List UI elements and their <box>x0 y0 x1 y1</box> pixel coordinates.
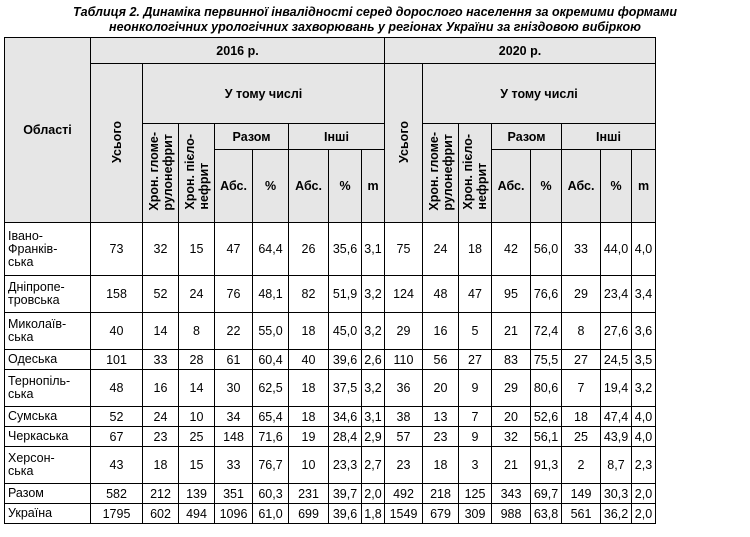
value-cell: 231 <box>289 484 329 504</box>
value-cell: 56 <box>423 350 459 370</box>
value-cell: 23,4 <box>601 276 632 313</box>
value-cell: 2,6 <box>362 350 385 370</box>
region-cell: Миколаїв- ська <box>5 313 91 350</box>
value-cell: 18 <box>289 313 329 350</box>
value-cell: 55,0 <box>253 313 289 350</box>
value-cell: 2 <box>562 447 601 484</box>
value-cell: 37,5 <box>329 370 362 407</box>
disability-table <box>4 37 656 524</box>
col-header-usoho-2016 <box>91 64 143 223</box>
value-cell: 19 <box>289 427 329 447</box>
value-cell: 32 <box>143 223 179 276</box>
value-cell: 582 <box>91 484 143 504</box>
value-cell: 124 <box>385 276 423 313</box>
value-cell: 76,6 <box>531 276 562 313</box>
value-cell: 57 <box>385 427 423 447</box>
value-cell: 3 <box>459 447 492 484</box>
value-cell: 15 <box>179 223 215 276</box>
value-cell: 76,7 <box>253 447 289 484</box>
value-cell: 149 <box>562 484 601 504</box>
value-cell: 45,0 <box>329 313 362 350</box>
value-cell: 5 <box>459 313 492 350</box>
value-cell: 30,3 <box>601 484 632 504</box>
value-cell: 75,5 <box>531 350 562 370</box>
value-cell: 48 <box>423 276 459 313</box>
value-cell: 2,7 <box>362 447 385 484</box>
value-cell: 218 <box>423 484 459 504</box>
value-cell: 3,2 <box>362 370 385 407</box>
col-header-2016: 2016 р. <box>91 38 385 64</box>
table-row <box>5 504 656 524</box>
col-header-glom-2020 <box>423 124 459 223</box>
value-cell: 25 <box>562 427 601 447</box>
value-cell: 65,4 <box>253 407 289 427</box>
value-cell: 72,4 <box>531 313 562 350</box>
glom-label: Хрон. гломе- рулонефрит <box>426 132 455 211</box>
value-cell: 20 <box>423 370 459 407</box>
value-cell: 18 <box>423 447 459 484</box>
col-header-abs: Абс. <box>492 150 531 223</box>
value-cell: 101 <box>91 350 143 370</box>
glom-label: Хрон. гломе- рулонефрит <box>146 132 175 211</box>
region-cell: Одеська <box>5 350 91 370</box>
value-cell: 91,3 <box>531 447 562 484</box>
col-header-inshi-2020: Інші <box>562 124 656 150</box>
value-cell: 29 <box>562 276 601 313</box>
value-cell: 110 <box>385 350 423 370</box>
value-cell: 18 <box>459 223 492 276</box>
region-cell: Україна <box>5 504 91 524</box>
value-cell: 494 <box>179 504 215 524</box>
value-cell: 69,7 <box>531 484 562 504</box>
value-cell: 33 <box>562 223 601 276</box>
col-header-abs: Абс. <box>215 150 253 223</box>
value-cell: 19,4 <box>601 370 632 407</box>
value-cell: 43 <box>91 447 143 484</box>
table-body <box>5 223 656 524</box>
value-cell: 18 <box>143 447 179 484</box>
value-cell: 40 <box>91 313 143 350</box>
value-cell: 561 <box>562 504 601 524</box>
value-cell: 33 <box>143 350 179 370</box>
value-cell: 699 <box>289 504 329 524</box>
value-cell: 1549 <box>385 504 423 524</box>
value-cell: 3,6 <box>632 313 656 350</box>
value-cell: 2,3 <box>632 447 656 484</box>
value-cell: 23 <box>423 427 459 447</box>
value-cell: 36,2 <box>601 504 632 524</box>
value-cell: 95 <box>492 276 531 313</box>
value-cell: 47 <box>459 276 492 313</box>
col-header-piel-2020 <box>459 124 492 223</box>
value-cell: 47,4 <box>601 407 632 427</box>
value-cell: 3,4 <box>632 276 656 313</box>
piel-label: Хрон. пієло- нефрит <box>461 133 489 210</box>
value-cell: 42 <box>492 223 531 276</box>
table-row <box>5 484 656 504</box>
col-header-m: m <box>362 150 385 223</box>
col-header-m: m <box>632 150 656 223</box>
value-cell: 29 <box>492 370 531 407</box>
table-row <box>5 223 656 276</box>
value-cell: 9 <box>459 427 492 447</box>
value-cell: 71,6 <box>253 427 289 447</box>
value-cell: 18 <box>289 370 329 407</box>
value-cell: 14 <box>143 313 179 350</box>
col-header-u-tomu-2020: У тому числі <box>423 64 656 124</box>
col-header-usoho-2020 <box>385 64 423 223</box>
col-header-piel-2016 <box>179 124 215 223</box>
value-cell: 20 <box>492 407 531 427</box>
value-cell: 39,6 <box>329 350 362 370</box>
value-cell: 309 <box>459 504 492 524</box>
value-cell: 22 <box>215 313 253 350</box>
value-cell: 23 <box>385 447 423 484</box>
col-header-razom-2016: Разом <box>215 124 289 150</box>
value-cell: 60,3 <box>253 484 289 504</box>
value-cell: 76 <box>215 276 253 313</box>
value-cell: 2,9 <box>362 427 385 447</box>
col-header-2020: 2020 р. <box>385 38 656 64</box>
value-cell: 75 <box>385 223 423 276</box>
value-cell: 10 <box>179 407 215 427</box>
table-row <box>5 350 656 370</box>
value-cell: 52 <box>91 407 143 427</box>
value-cell: 44,0 <box>601 223 632 276</box>
value-cell: 2,0 <box>632 484 656 504</box>
region-cell: Черкаська <box>5 427 91 447</box>
table-caption <box>0 5 750 35</box>
col-header-glom-2016 <box>143 124 179 223</box>
value-cell: 60,4 <box>253 350 289 370</box>
value-cell: 148 <box>215 427 253 447</box>
table-row <box>5 447 656 484</box>
value-cell: 23 <box>143 427 179 447</box>
region-cell: Тернопіль- ська <box>5 370 91 407</box>
value-cell: 47 <box>215 223 253 276</box>
value-cell: 26 <box>289 223 329 276</box>
col-header-pct: % <box>253 150 289 223</box>
usoho-label: Усього <box>109 120 124 163</box>
col-header-abs: Абс. <box>289 150 329 223</box>
value-cell: 4,0 <box>632 407 656 427</box>
value-cell: 28 <box>179 350 215 370</box>
value-cell: 39,6 <box>329 504 362 524</box>
value-cell: 23,3 <box>329 447 362 484</box>
value-cell: 7 <box>459 407 492 427</box>
value-cell: 351 <box>215 484 253 504</box>
value-cell: 15 <box>179 447 215 484</box>
value-cell: 43,9 <box>601 427 632 447</box>
value-cell: 602 <box>143 504 179 524</box>
value-cell: 24 <box>143 407 179 427</box>
value-cell: 29 <box>385 313 423 350</box>
caption-line-2: неонкологічних урологічних захворювань у регіонах України за гніздовою вибіркою <box>109 20 641 34</box>
value-cell: 73 <box>91 223 143 276</box>
value-cell: 343 <box>492 484 531 504</box>
value-cell: 679 <box>423 504 459 524</box>
value-cell: 18 <box>562 407 601 427</box>
value-cell: 3,2 <box>362 313 385 350</box>
value-cell: 67 <box>91 427 143 447</box>
value-cell: 61,0 <box>253 504 289 524</box>
value-cell: 33 <box>215 447 253 484</box>
value-cell: 7 <box>562 370 601 407</box>
piel-label: Хрон. пієло- нефрит <box>182 133 211 210</box>
value-cell: 24 <box>179 276 215 313</box>
value-cell: 3,5 <box>632 350 656 370</box>
value-cell: 16 <box>143 370 179 407</box>
value-cell: 52,6 <box>531 407 562 427</box>
value-cell: 30 <box>215 370 253 407</box>
value-cell: 28,4 <box>329 427 362 447</box>
col-header-u-tomu-2016: У тому числі <box>143 64 385 124</box>
value-cell: 34 <box>215 407 253 427</box>
value-cell: 51,9 <box>329 276 362 313</box>
value-cell: 139 <box>179 484 215 504</box>
value-cell: 8 <box>179 313 215 350</box>
value-cell: 3,2 <box>362 276 385 313</box>
value-cell: 48,1 <box>253 276 289 313</box>
value-cell: 16 <box>423 313 459 350</box>
table-row <box>5 427 656 447</box>
value-cell: 52 <box>143 276 179 313</box>
value-cell: 82 <box>289 276 329 313</box>
value-cell: 61 <box>215 350 253 370</box>
table-row <box>5 313 656 350</box>
value-cell: 27,6 <box>601 313 632 350</box>
value-cell: 36 <box>385 370 423 407</box>
value-cell: 3,1 <box>362 407 385 427</box>
col-header-razom-2020: Разом <box>492 124 562 150</box>
table-row <box>5 370 656 407</box>
col-header-pct: % <box>531 150 562 223</box>
value-cell: 8 <box>562 313 601 350</box>
value-cell: 24,5 <box>601 350 632 370</box>
usoho-label: Усього <box>396 120 411 163</box>
value-cell: 4,0 <box>632 427 656 447</box>
value-cell: 83 <box>492 350 531 370</box>
value-cell: 32 <box>492 427 531 447</box>
value-cell: 27 <box>459 350 492 370</box>
value-cell: 14 <box>179 370 215 407</box>
col-header-abs: Абс. <box>562 150 601 223</box>
value-cell: 9 <box>459 370 492 407</box>
value-cell: 62,5 <box>253 370 289 407</box>
table-row <box>5 407 656 427</box>
value-cell: 8,7 <box>601 447 632 484</box>
value-cell: 56,0 <box>531 223 562 276</box>
value-cell: 13 <box>423 407 459 427</box>
value-cell: 18 <box>289 407 329 427</box>
region-cell: Разом <box>5 484 91 504</box>
value-cell: 39,7 <box>329 484 362 504</box>
table-row <box>5 276 656 313</box>
value-cell: 125 <box>459 484 492 504</box>
value-cell: 38 <box>385 407 423 427</box>
value-cell: 25 <box>179 427 215 447</box>
value-cell: 27 <box>562 350 601 370</box>
value-cell: 3,2 <box>632 370 656 407</box>
value-cell: 492 <box>385 484 423 504</box>
value-cell: 10 <box>289 447 329 484</box>
value-cell: 2,0 <box>632 504 656 524</box>
caption-line-1: Таблиця 2. Динаміка первинної інвалідності серед дорослого населення за окремими формами <box>73 5 677 19</box>
value-cell: 48 <box>91 370 143 407</box>
value-cell: 35,6 <box>329 223 362 276</box>
col-header-pct: % <box>601 150 632 223</box>
col-header-oblasti: Області <box>5 38 91 223</box>
value-cell: 1,8 <box>362 504 385 524</box>
value-cell: 3,1 <box>362 223 385 276</box>
value-cell: 1096 <box>215 504 253 524</box>
value-cell: 24 <box>423 223 459 276</box>
col-header-inshi-2016: Інші <box>289 124 385 150</box>
value-cell: 21 <box>492 447 531 484</box>
col-header-pct: % <box>329 150 362 223</box>
value-cell: 80,6 <box>531 370 562 407</box>
value-cell: 4,0 <box>632 223 656 276</box>
value-cell: 212 <box>143 484 179 504</box>
region-cell: Сумська <box>5 407 91 427</box>
value-cell: 63,8 <box>531 504 562 524</box>
value-cell: 64,4 <box>253 223 289 276</box>
value-cell: 2,0 <box>362 484 385 504</box>
value-cell: 158 <box>91 276 143 313</box>
value-cell: 40 <box>289 350 329 370</box>
region-cell: Івано- Франків- ська <box>5 223 91 276</box>
value-cell: 56,1 <box>531 427 562 447</box>
value-cell: 988 <box>492 504 531 524</box>
value-cell: 34,6 <box>329 407 362 427</box>
region-cell: Херсон- ська <box>5 447 91 484</box>
value-cell: 1795 <box>91 504 143 524</box>
value-cell: 21 <box>492 313 531 350</box>
region-cell: Дніпропе- тровська <box>5 276 91 313</box>
